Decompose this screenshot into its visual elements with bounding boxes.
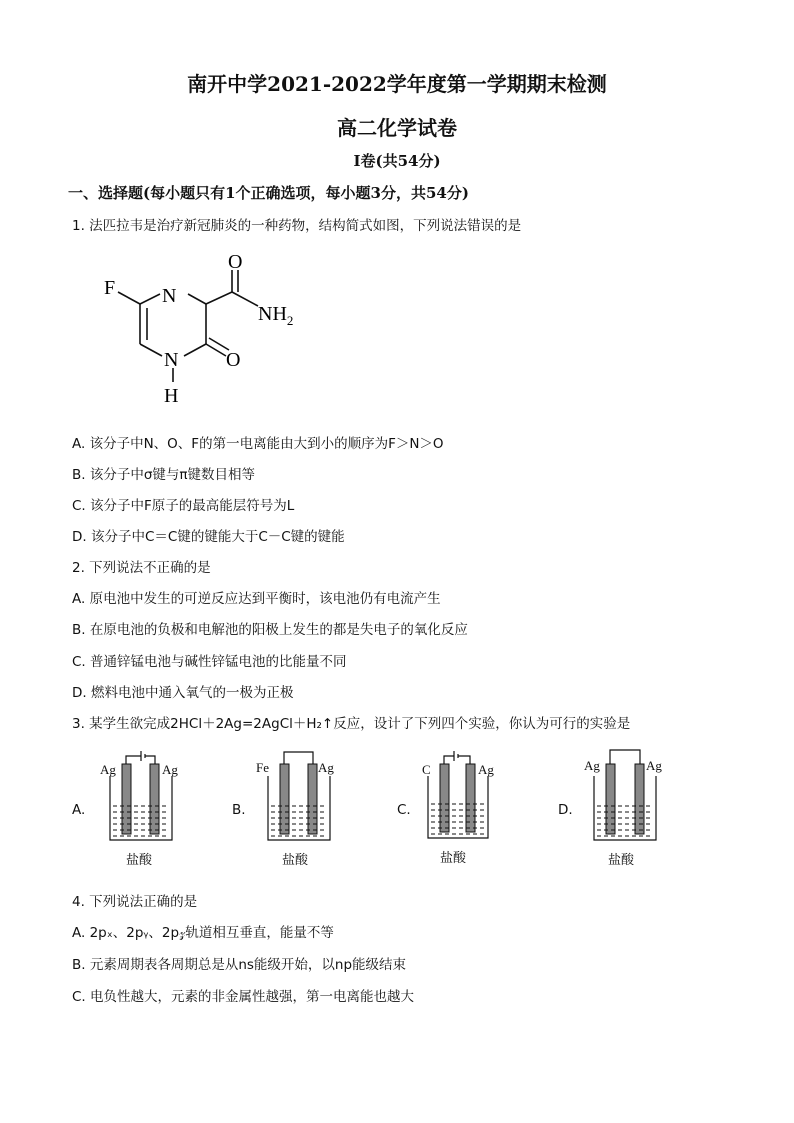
q3-letter-b: B. bbox=[232, 802, 246, 818]
q3-d-solution: 盐酸 bbox=[608, 853, 635, 868]
q3-cell-b bbox=[254, 748, 354, 872]
atom-h: H bbox=[164, 385, 179, 407]
q3-a-solution: 盐酸 bbox=[126, 853, 153, 868]
section-heading: 一、选择题(每小题只有1个正确选项，每小题3分，共54分) bbox=[68, 184, 469, 202]
q1-option-d: D. 该分子中C＝C键的键能大于C－C键的键能 bbox=[72, 529, 345, 545]
q3-cell-d bbox=[580, 748, 680, 872]
q3-c-right-electrode: Ag bbox=[478, 762, 494, 777]
q3-b-left-electrode: Fe bbox=[256, 760, 269, 775]
q4-option-a: A. 2pₓ、2pᵧ、2p𝓏轨道相互垂直，能量不等 bbox=[72, 925, 334, 941]
q3-a-right-electrode: Ag bbox=[162, 762, 178, 777]
atom-o-right: O bbox=[226, 349, 241, 371]
q4-option-b: B. 元素周期表各周期总是从ns能级开始，以np能级结束 bbox=[72, 957, 407, 973]
atom-o-top: O bbox=[228, 252, 243, 273]
atom-n-top: N bbox=[162, 285, 177, 307]
q3-d-left-electrode: Ag bbox=[584, 758, 600, 773]
q3-a-left-electrode: Ag bbox=[100, 762, 116, 777]
q3-letter-a: A. bbox=[72, 802, 86, 818]
q3-cell-c bbox=[416, 748, 516, 872]
q3-b-solution: 盐酸 bbox=[282, 853, 309, 868]
q3-b-right-electrode: Ag bbox=[318, 760, 334, 775]
group-nh2: $NH_2$ bbox=[258, 303, 294, 328]
q3-c-solution: 盐酸 bbox=[440, 851, 467, 866]
q3-letter-d: D. bbox=[558, 802, 573, 818]
exam-title: 南开中学2021-2022学年度第一学期期末检测 bbox=[187, 72, 607, 96]
q4-option-c: C. 电负性越大，元素的非金属性越强，第一电离能也越大 bbox=[72, 989, 415, 1005]
q2-option-d: D. 燃料电池中通入氧气的一极为正极 bbox=[72, 685, 294, 701]
q2-stem: 2. 下列说法不正确的是 bbox=[72, 560, 211, 576]
atom-n-bottom: N bbox=[164, 349, 179, 371]
q2-option-a: A. 原电池中发生的可逆反应达到平衡时，该电池仍有电流产生 bbox=[72, 591, 441, 607]
q4-stem: 4. 下列说法正确的是 bbox=[72, 894, 198, 910]
q1-stem: 1. 法匹拉韦是治疗新冠肺炎的一种药物，结构简式如图，下列说法错误的是 bbox=[72, 218, 522, 234]
q1-option-b: B. 该分子中σ键与π键数目相等 bbox=[72, 467, 256, 483]
q3-d-right-electrode: Ag bbox=[646, 758, 662, 773]
favipiravir-structure bbox=[98, 252, 338, 412]
q1-option-a: A. 该分子中N、O、F的第一电离能由大到小的顺序为F＞N＞O bbox=[72, 436, 444, 452]
exam-subtitle: 高二化学试卷 bbox=[337, 116, 457, 140]
q1-option-c: C. 该分子中F原子的最高能层符号为L bbox=[72, 498, 295, 514]
q3-stem: 3. 某学生欲完成2HCl＋2Ag=2AgCl＋H₂↑反应，设计了下列四个实验，你认为可行的实验是 bbox=[72, 716, 631, 732]
q2-option-c: C. 普通锌锰电池与碱性锌锰电池的比能量不同 bbox=[72, 654, 347, 670]
atom-f: F bbox=[104, 277, 116, 299]
q2-option-b: B. 在原电池的负极和电解池的阳极上发生的都是失电子的氧化反应 bbox=[72, 622, 468, 638]
q3-cell-a bbox=[96, 748, 196, 872]
q3-letter-c: C. bbox=[397, 802, 411, 818]
q3-c-left-electrode: C bbox=[422, 762, 431, 777]
volume-label: Ⅰ卷(共54分) bbox=[353, 152, 441, 170]
